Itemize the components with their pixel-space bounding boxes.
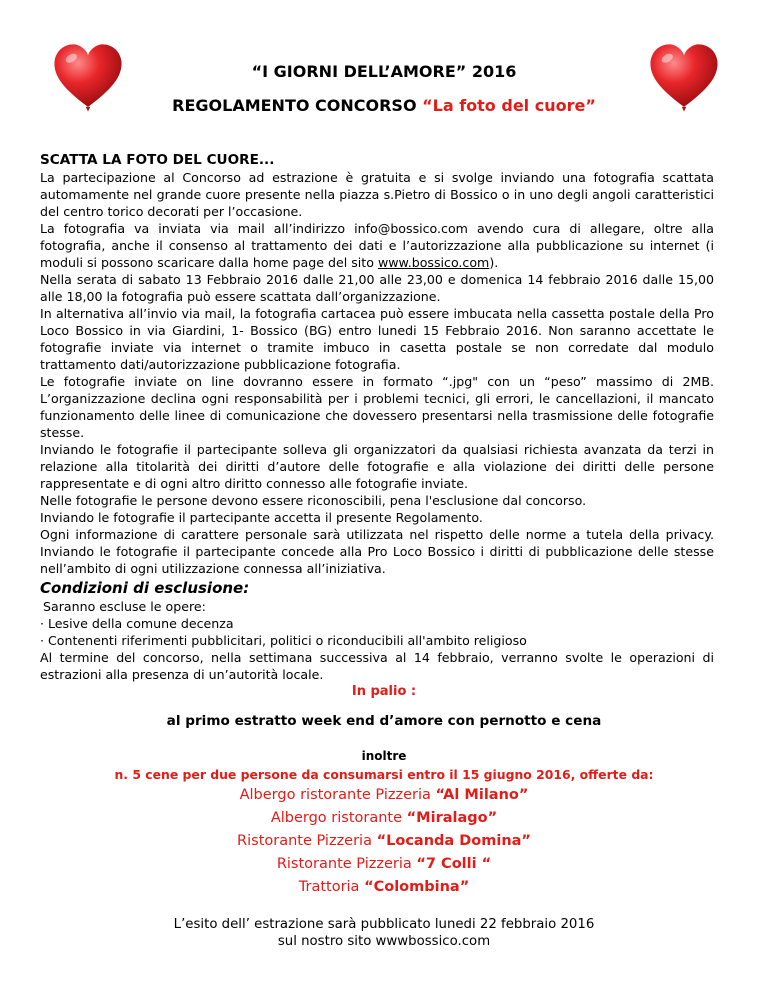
restaurant-item: [0, 810, 768, 826]
result-notice: [0, 916, 768, 950]
page-subtitle: [0, 96, 768, 115]
restaurant-type: Albergo ristorante Pizzeria: [239, 787, 436, 803]
exclusion-item: · Lesive della comune decenza: [40, 616, 234, 631]
website-link[interactable]: www.bossico.com: [377, 255, 490, 270]
restaurant-item: [0, 879, 768, 895]
paragraph-mailbox: In alternativa all’invio via mail, la fotografia cartacea può essere imbucata nella cassetta postale della Pro Loco Bossico in via Giardini, 1- Bossico (BG) entro lunedi 15 Febbraio 2016. Non saranno accettate le fotografie inviate via internet o tramite imbuco in casetta postale se non corredate dal modulo trattamento dati/autorizzazione pubblicazione fotografia.: [40, 306, 714, 372]
restaurant-name: “Miralago”: [406, 810, 498, 826]
paragraph-privacy: Ogni informazione di carattere personale sarà utilizzata nel rispetto delle norme a tutela della privacy. Inviando le fotografie il partecipante concede alla Pro Loco Bossico i diritti di pubblicazione delle stesse nell’ambito di ogni utilizzazione connessa all’iniziativa.: [40, 527, 714, 576]
restaurant-name: “Al Milano”: [435, 787, 529, 803]
paragraph-participation: La partecipazione al Concorso ad estrazione è gratuita e si svolge inviando una fotografia scattata automamente nel grande cuore presente nella piazza s.Pietro di Bossico o in uno degli angoli caratteristici del centro torico decorati per l’occasione.: [40, 170, 714, 219]
paragraph-email-text: La fotografia va inviata via mail all’indirizzo info@bossico.com avendo cura di allegare, oltre alla fotografia, anche il consenso al trattamento dei dati e l’autorizzazione alla pubblicazione su internet (i moduli si possono scaricare dalla home page del sito: [40, 221, 714, 270]
first-prize: al primo estratto week end d’amore con pernotto e cena: [166, 713, 602, 729]
restaurant-type: Trattoria: [298, 879, 365, 895]
exclusion-item: · Contenenti riferimenti pubblicitari, politici o riconducibili all'ambito religioso: [40, 633, 527, 648]
paragraph-email: [40, 220, 714, 271]
restaurant-type: Ristorante Pizzeria: [237, 833, 377, 849]
subtitle-regolamento: REGOLAMENTO CONCORSO: [172, 96, 423, 115]
restaurant-item: [0, 833, 768, 849]
paragraph-rights: Inviando le fotografie il partecipante solleva gli organizzatori da qualsiasi richiesta avanzata da terzi in relazione alla titolarità dei diritti d’autore delle fotografie e alla violazione dei diritti delle persone rappresentate e di ogni altro diritto connesso alle fotografie inviate.: [40, 442, 714, 491]
restaurant-name: “7 Colli “: [416, 856, 492, 872]
paragraph-accept: Inviando le fotografie il partecipante accetta il presente Regolamento.: [40, 510, 483, 525]
page-title: “I GIORNI DELL’AMORE” 2016: [251, 62, 517, 81]
regulation-body: [40, 151, 714, 683]
paragraph-email-end: ).: [489, 255, 499, 270]
inoltre-label: inoltre: [361, 749, 407, 763]
restaurant-name: “Locanda Domina”: [376, 833, 531, 849]
result-site: sul nostro sito wwwbossico.com: [277, 934, 491, 949]
restaurant-item: [0, 856, 768, 872]
paragraph-recognizable: Nelle fotografie le persone devono essere riconoscibili, pena l'esclusione dal concorso.: [40, 493, 587, 508]
subtitle-contest-name: “La foto del cuore”: [422, 96, 596, 115]
restaurant-name: “Colombina”: [364, 879, 470, 895]
exclusion-heading: Condizioni di esclusione:: [40, 579, 250, 597]
restaurant-type: Albergo ristorante: [270, 810, 407, 826]
prizes-heading: In palio :: [351, 684, 417, 699]
section-heading: SCATTA LA FOTO DEL CUORE...: [40, 152, 275, 168]
paragraph-evening: Nella serata di sabato 13 Febbraio 2016 dalle 21,00 alle 23,00 e domenica 14 febbraio 2016 dalle 15,00 alle 18,00 la fotografia può essere scattata dall’organizzazione.: [40, 272, 714, 304]
exclusion-intro: Saranno escluse le opere:: [43, 599, 206, 614]
paragraph-format: Le fotografie inviate on line dovranno essere in formato “.jpg" con un “peso” massimo di 2MB. L’organizzazione declina ogni responsabilità per i problemi tecnici, gli errori, le cancellazioni, il mancato funzionamento delle linee di comunicazione che dovessero presentarsi nella trasmissione delle fotografie stesse.: [40, 374, 714, 440]
dinners-prize: n. 5 cene per due persone da consumarsi entro il 15 giugno 2016, offerte da:: [114, 767, 654, 782]
result-date: L’esito dell’ estrazione sarà pubblicato lunedi 22 febbraio 2016: [173, 917, 595, 932]
paragraph-draw: Al termine del concorso, nella settimana successiva al 14 febbraio, verranno svolte le operazioni di estrazioni alla presenza di un’autorità locale.: [40, 650, 714, 682]
restaurant-type: Ristorante Pizzeria: [276, 856, 417, 872]
restaurant-item: [0, 787, 768, 803]
